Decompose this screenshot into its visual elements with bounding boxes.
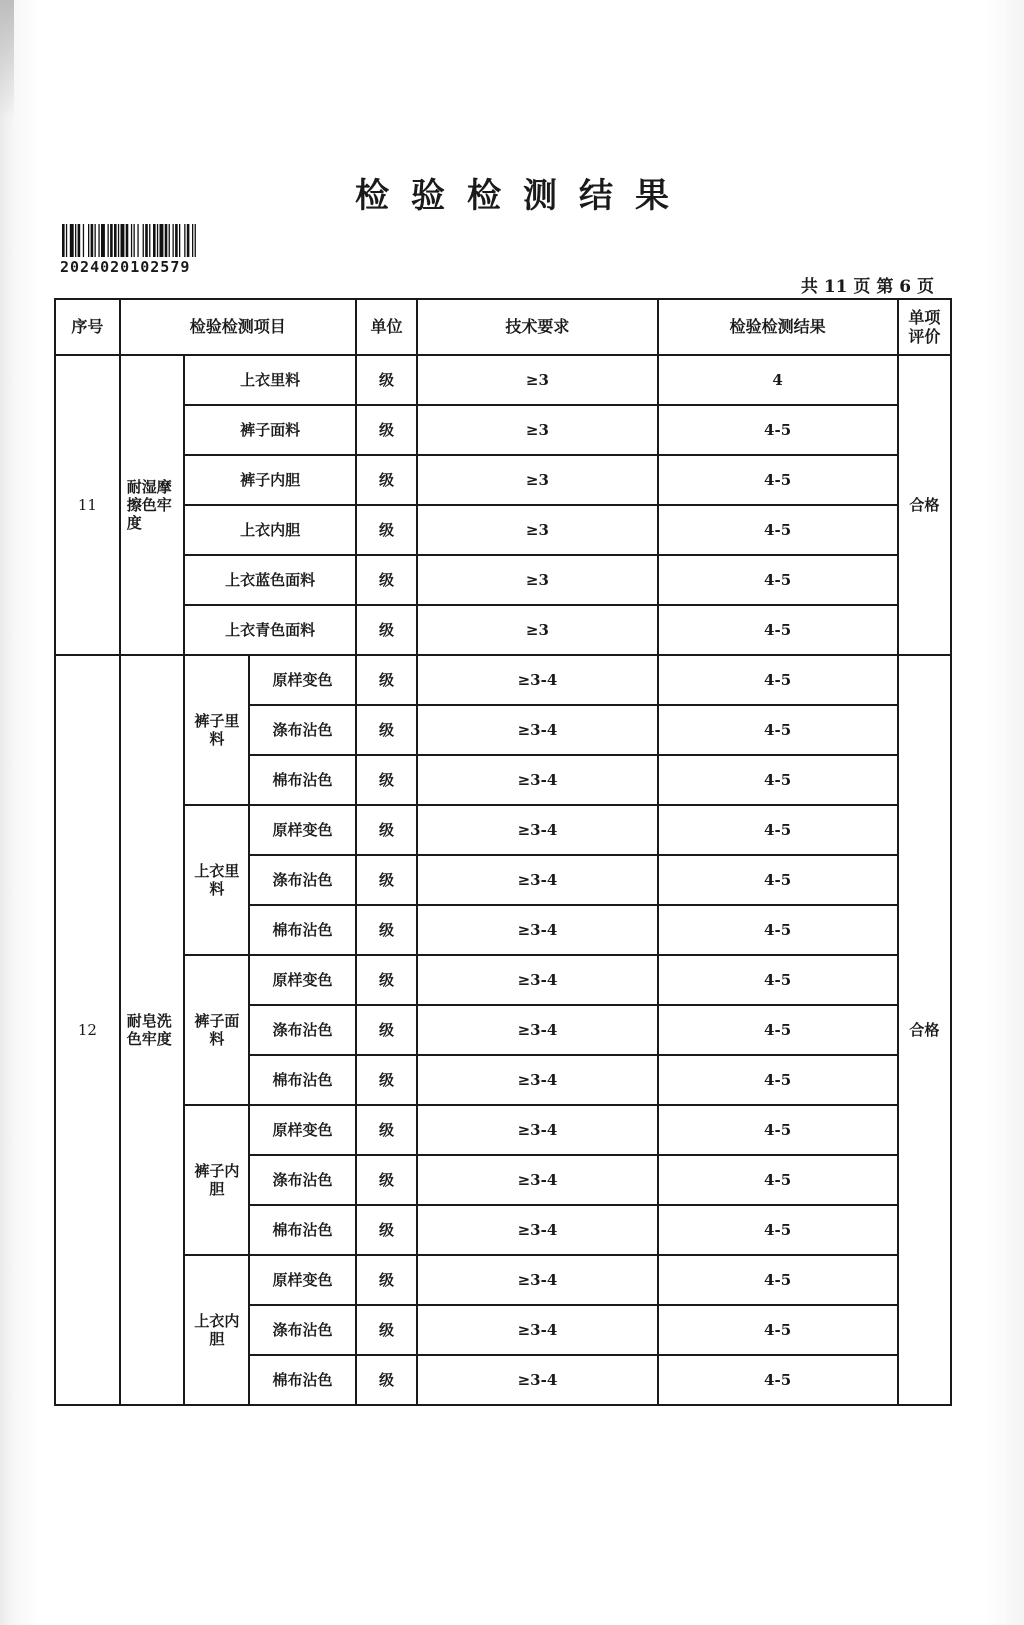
requirement-cell: ≥3-4 — [417, 1105, 657, 1155]
requirement-cell: ≥3 — [417, 455, 657, 505]
sub-item-cell: 涤布沾色 — [249, 855, 356, 905]
barcode-bar — [121, 224, 125, 257]
result-cell: 4-5 — [658, 755, 898, 805]
unit-cell: 级 — [356, 1355, 418, 1405]
part-cell: 上衣里料 — [184, 355, 355, 405]
barcode-bar — [169, 224, 170, 257]
result-cell: 4-5 — [658, 505, 898, 555]
unit-cell: 级 — [356, 755, 418, 805]
unit-cell: 级 — [356, 455, 418, 505]
barcode-bar — [118, 224, 119, 257]
evaluation-cell: 合格 — [898, 355, 951, 655]
result-cell: 4-5 — [658, 455, 898, 505]
sub-item-cell: 棉布沾色 — [249, 905, 356, 955]
header-evaluation: 单项评价 — [898, 299, 951, 355]
sub-item-cell: 棉布沾色 — [249, 1355, 356, 1405]
barcode-bar — [83, 224, 84, 257]
barcode-bar — [101, 224, 105, 257]
barcode-bar — [145, 224, 148, 257]
sub-item-cell: 原样变色 — [249, 805, 356, 855]
result-cell: 4-5 — [658, 605, 898, 655]
barcode-bar — [62, 224, 65, 257]
seq-cell: 11 — [55, 355, 120, 655]
part-cell: 裤子里料 — [184, 655, 249, 805]
table-row — [55, 1255, 951, 1305]
part-cell: 裤子面料 — [184, 405, 355, 455]
result-cell: 4-5 — [658, 1155, 898, 1205]
item-cell: 耐湿摩擦色牢度 — [120, 355, 185, 655]
seq-cell: 12 — [55, 655, 120, 1405]
barcode-bar — [126, 224, 129, 257]
sub-item-cell: 原样变色 — [249, 1255, 356, 1305]
barcode-bar — [173, 224, 174, 257]
page-title: 检验检测结果 — [355, 176, 691, 216]
part-cell: 裤子内胆 — [184, 1105, 249, 1255]
requirement-cell: ≥3-4 — [417, 655, 657, 705]
header-seq: 序号 — [55, 299, 120, 355]
part-cell: 上衣内胆 — [184, 1255, 249, 1405]
report-number: 2024020102579 — [60, 258, 191, 276]
requirement-cell: ≥3 — [417, 505, 657, 555]
table-row — [55, 455, 951, 505]
result-cell: 4-5 — [658, 555, 898, 605]
barcode-bar — [165, 224, 168, 257]
barcode-bar — [91, 224, 94, 257]
part-cell: 上衣内胆 — [184, 505, 355, 555]
unit-cell: 级 — [356, 505, 418, 555]
part-cell: 裤子面料 — [184, 955, 249, 1105]
unit-cell: 级 — [356, 1005, 418, 1055]
barcode-bar — [160, 224, 164, 257]
result-cell: 4-5 — [658, 1205, 898, 1255]
unit-cell: 级 — [356, 1305, 418, 1355]
barcode-bar — [137, 224, 138, 257]
unit-cell: 级 — [356, 805, 418, 855]
requirement-cell: ≥3-4 — [417, 1005, 657, 1055]
header-unit: 单位 — [356, 299, 418, 355]
scan-shadow — [0, 0, 14, 120]
sub-item-cell: 棉布沾色 — [249, 755, 356, 805]
barcode-bar — [157, 224, 158, 257]
result-cell: 4-5 — [658, 655, 898, 705]
sub-item-cell: 涤布沾色 — [249, 1005, 356, 1055]
unit-cell: 级 — [356, 1155, 418, 1205]
requirement-cell: ≥3-4 — [417, 705, 657, 755]
unit-cell: 级 — [356, 605, 418, 655]
item-cell: 耐皂洗色牢度 — [120, 655, 185, 1405]
requirement-cell: ≥3-4 — [417, 805, 657, 855]
result-cell: 4-5 — [658, 955, 898, 1005]
barcode-bar — [95, 224, 96, 257]
table-row — [55, 655, 951, 705]
unit-cell: 级 — [356, 405, 418, 455]
barcode-bar — [179, 224, 180, 257]
table-row — [55, 505, 951, 555]
barcode-bar — [131, 224, 132, 257]
barcode-bar — [98, 224, 99, 257]
unit-cell: 级 — [356, 1105, 418, 1155]
barcode-bar — [153, 224, 156, 257]
requirement-cell: ≥3-4 — [417, 955, 657, 1005]
barcode-bar — [184, 224, 185, 257]
table-row — [55, 805, 951, 855]
result-cell: 4-5 — [658, 855, 898, 905]
result-cell: 4-5 — [658, 705, 898, 755]
barcode-bar — [187, 224, 190, 257]
part-cell: 裤子内胆 — [184, 455, 355, 505]
unit-cell: 级 — [356, 1205, 418, 1255]
requirement-cell: ≥3 — [417, 605, 657, 655]
result-cell: 4-5 — [658, 1305, 898, 1355]
table-row — [55, 555, 951, 605]
result-cell: 4-5 — [658, 1005, 898, 1055]
sub-item-cell: 原样变色 — [249, 1105, 356, 1155]
barcode-bar — [108, 224, 109, 257]
barcode — [62, 224, 232, 257]
sub-item-cell: 涤布沾色 — [249, 705, 356, 755]
barcode-bar — [143, 224, 144, 257]
barcode-bar — [149, 224, 150, 257]
table-row — [55, 405, 951, 455]
result-cell: 4-5 — [658, 805, 898, 855]
barcode-bar — [88, 224, 89, 257]
page-info: 共 11 页 第 6 页 — [800, 277, 934, 297]
barcode-bar — [78, 224, 81, 257]
barcode-bar — [195, 224, 196, 257]
barcode-bar — [66, 224, 67, 257]
part-cell: 上衣里料 — [184, 805, 249, 955]
unit-cell: 级 — [356, 355, 418, 405]
table-row — [55, 605, 951, 655]
unit-cell: 级 — [356, 555, 418, 605]
requirement-cell: ≥3 — [417, 355, 657, 405]
barcode-bar — [114, 224, 117, 257]
requirement-cell: ≥3-4 — [417, 755, 657, 805]
requirement-cell: ≥3-4 — [417, 1305, 657, 1355]
barcode-bar — [175, 224, 178, 257]
sub-item-cell: 棉布沾色 — [249, 1055, 356, 1105]
requirement-cell: ≥3-4 — [417, 855, 657, 905]
unit-cell: 级 — [356, 855, 418, 905]
evaluation-cell: 合格 — [898, 655, 951, 1405]
requirement-cell: ≥3-4 — [417, 1155, 657, 1205]
header-result: 检验检测结果 — [658, 299, 898, 355]
header-requirement: 技术要求 — [417, 299, 657, 355]
unit-cell: 级 — [356, 705, 418, 755]
part-cell: 上衣青色面料 — [184, 605, 355, 655]
sub-item-cell: 原样变色 — [249, 955, 356, 1005]
requirement-cell: ≥3-4 — [417, 1205, 657, 1255]
requirement-cell: ≥3-4 — [417, 1355, 657, 1405]
table-row — [55, 1105, 951, 1155]
results-table — [54, 298, 952, 1406]
part-cell: 上衣蓝色面料 — [184, 555, 355, 605]
result-cell: 4-5 — [658, 1055, 898, 1105]
sub-item-cell: 涤布沾色 — [249, 1155, 356, 1205]
result-cell: 4-5 — [658, 905, 898, 955]
requirement-cell: ≥3-4 — [417, 1055, 657, 1105]
unit-cell: 级 — [356, 655, 418, 705]
table-row — [55, 955, 951, 1005]
barcode-bar — [75, 224, 76, 257]
unit-cell: 级 — [356, 1255, 418, 1305]
requirement-cell: ≥3-4 — [417, 1255, 657, 1305]
barcode-bar — [70, 224, 74, 257]
requirement-cell: ≥3 — [417, 405, 657, 455]
result-cell: 4 — [658, 355, 898, 405]
barcode-bar — [110, 224, 113, 257]
table-row — [55, 355, 951, 405]
table-header-row — [55, 299, 951, 355]
requirement-cell: ≥3 — [417, 555, 657, 605]
result-cell: 4-5 — [658, 1255, 898, 1305]
sub-item-cell: 棉布沾色 — [249, 1205, 356, 1255]
requirement-cell: ≥3-4 — [417, 905, 657, 955]
result-cell: 4-5 — [658, 1105, 898, 1155]
result-cell: 4-5 — [658, 1355, 898, 1405]
header-item: 检验检测项目 — [120, 299, 356, 355]
sub-item-cell: 涤布沾色 — [249, 1305, 356, 1355]
unit-cell: 级 — [356, 905, 418, 955]
result-cell: 4-5 — [658, 405, 898, 455]
unit-cell: 级 — [356, 1055, 418, 1105]
barcode-bar — [134, 224, 135, 257]
sub-item-cell: 原样变色 — [249, 655, 356, 705]
barcode-bar — [192, 224, 193, 257]
unit-cell: 级 — [356, 955, 418, 1005]
